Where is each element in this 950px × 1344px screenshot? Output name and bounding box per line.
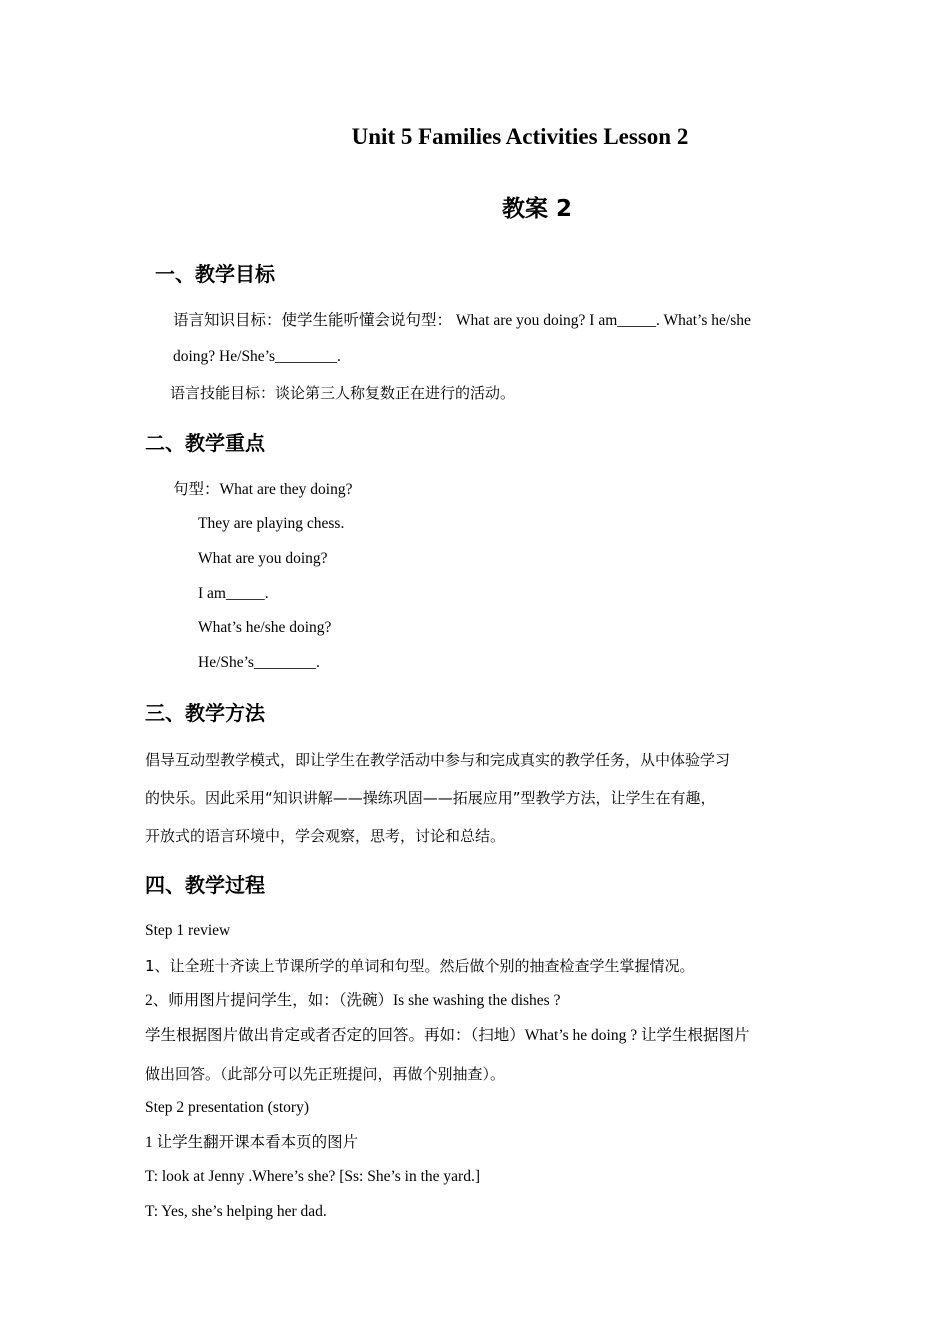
process-line: Step 1 review	[145, 922, 231, 939]
section-heading-objectives: 一、教学目标	[155, 262, 275, 286]
document-title: Unit 5 Families Activities Lesson 2	[351, 124, 689, 149]
section-heading-process: 四、教学过程	[145, 873, 265, 897]
methods-paragraph-line: 的快乐。因此采用“知识讲解——操练巩固——拓展应用”型教学方法，让学生在有趣，	[145, 789, 716, 807]
key-point-line: What are you doing?	[198, 550, 328, 567]
objective-language-knowledge-cont: doing? He/She’s________.	[173, 348, 341, 365]
process-line: Step 2 presentation (story)	[145, 1099, 310, 1116]
process-line: T: Yes, she’s helping her dad.	[145, 1203, 327, 1220]
process-line: 2、师用图片提问学生，如：（洗碗）Is she washing the dishes ?	[145, 992, 561, 1009]
key-point-line: I am_____.	[198, 585, 269, 602]
process-line: 1、让全班十齐读上节课所学的单词和句型。然后做个别的抽查检查学生掌握情况。	[145, 957, 695, 975]
section-heading-methods: 三、教学方法	[145, 701, 265, 725]
methods-paragraph-line: 倡导互动型教学模式，即让学生在教学活动中参与和完成真实的教学任务，从中体验学习	[145, 751, 731, 769]
key-point-line: He/She’s________.	[198, 654, 320, 671]
key-point-line: What’s he/she doing?	[198, 619, 332, 636]
process-line: 学生根据图片做出肯定或者否定的回答。再如：（扫地）What’s he doing ? 让学生根据图片	[145, 1027, 750, 1044]
key-point-line: They are playing chess.	[198, 515, 345, 532]
section-heading-key-points: 二、教学重点	[145, 431, 265, 455]
methods-paragraph-line: 开放式的语言环境中，学会观察，思考，讨论和总结。	[145, 827, 506, 845]
process-line: 做出回答。（此部分可以先正班提问，再做个别抽查）。	[145, 1065, 506, 1083]
objective-language-knowledge: 语言知识目标：使学生能听懂会说句型： What are you doing? I am_____. What’s he/she	[173, 312, 751, 329]
process-line: 1 让学生翻开课本看本页的图片	[145, 1134, 359, 1151]
key-point-line: 句型：What are they doing?	[173, 481, 353, 498]
document-subtitle: 教案 2	[501, 196, 572, 222]
objective-language-skill: 语言技能目标：谈论第三人称复数正在进行的活动。	[170, 384, 516, 402]
process-line: T: look at Jenny .Where’s she? [Ss: She’s in the yard.]	[145, 1168, 480, 1185]
